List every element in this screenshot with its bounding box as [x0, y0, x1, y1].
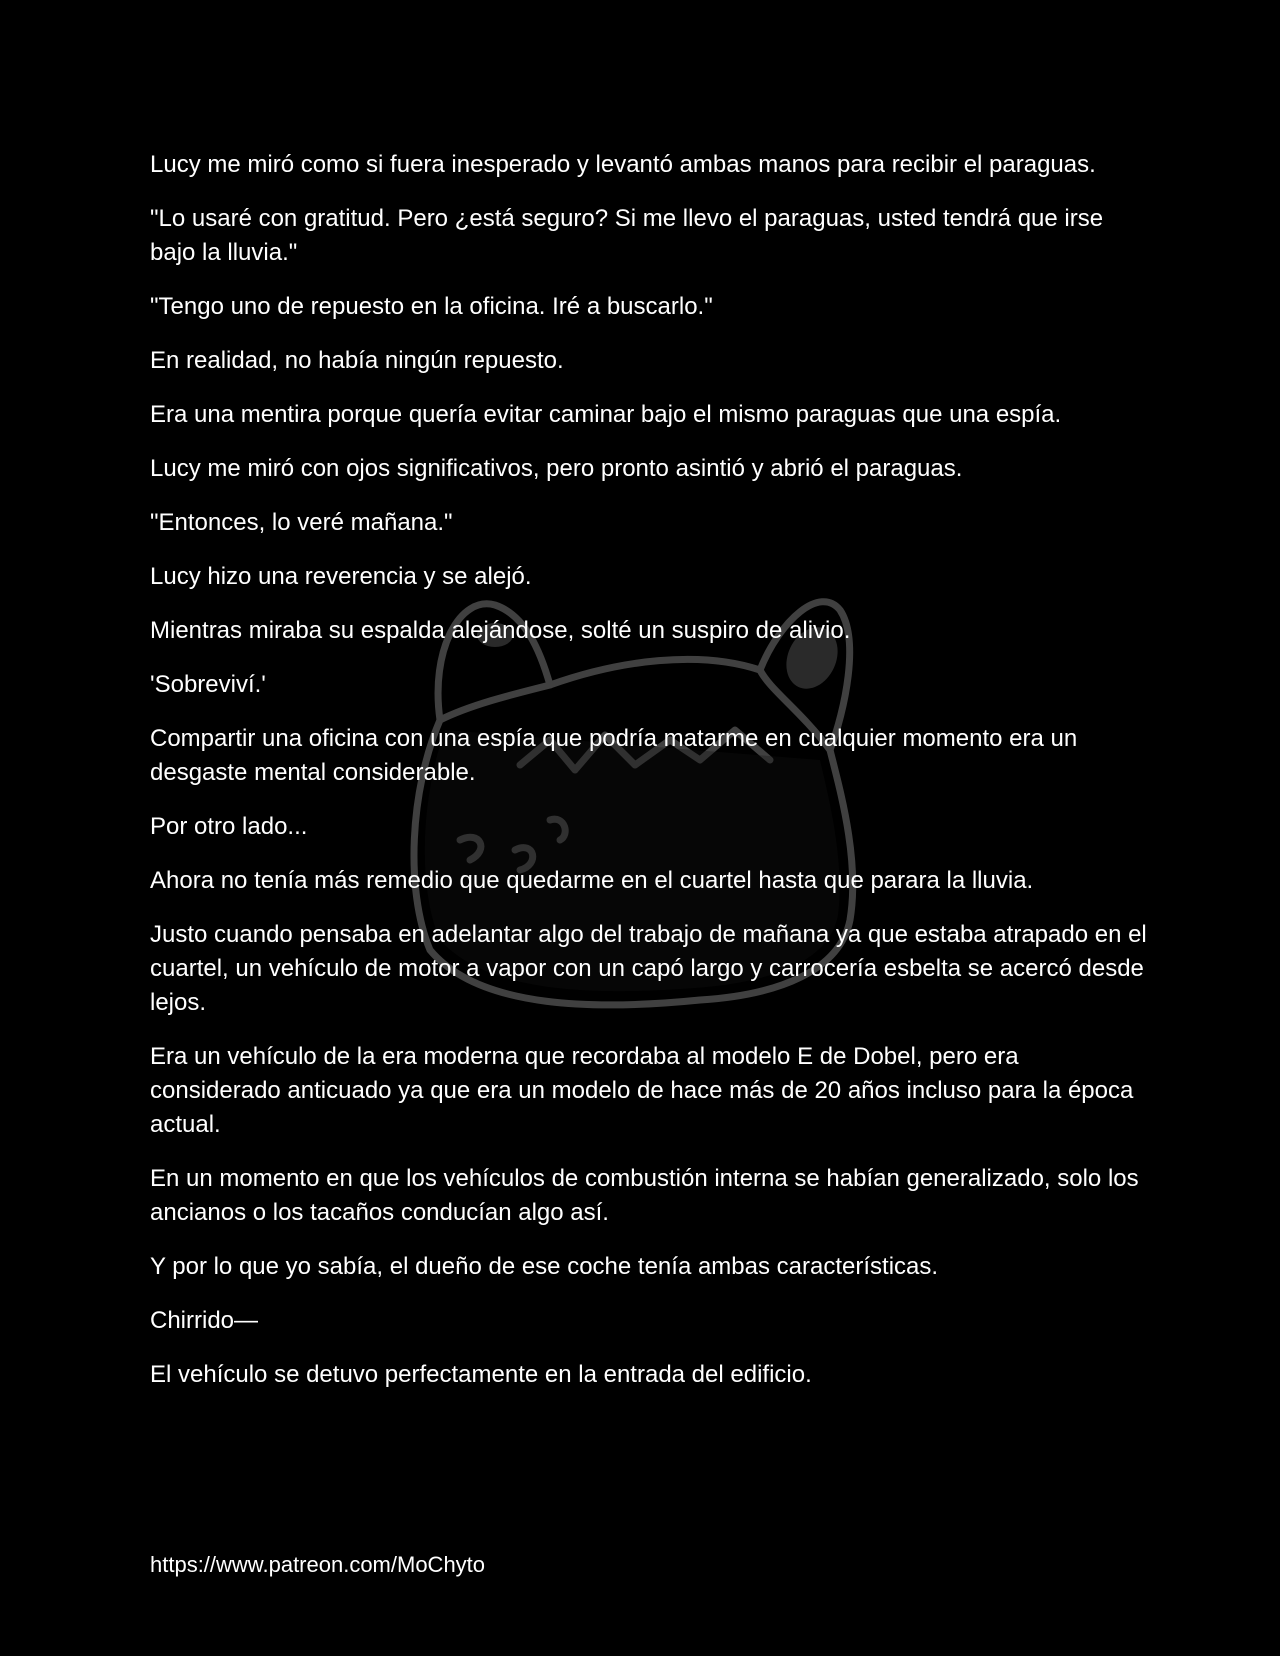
- paragraph: Justo cuando pensaba en adelantar algo del trabajo de mañana ya que estaba atrapado en el cuartel, un vehículo de motor a vapor con un capó largo y carrocería esbelta se acercó desde lejos.: [150, 921, 1147, 1016]
- paragraph: Chirrido—: [150, 1307, 259, 1334]
- paragraph: Era un vehículo de la era moderna que recordaba al modelo E de Dobel, pero era considerado anticuado ya que era un modelo de hace más de 20 años incluso para la época actual.: [150, 1043, 1134, 1138]
- document-body: [150, 148, 1150, 1412]
- paragraph: "Tengo uno de repuesto en la oficina. Iré a buscarlo.": [150, 293, 713, 320]
- paragraph: Por otro lado...: [150, 813, 308, 840]
- paragraph: Compartir una oficina con una espía que podría matarme en cualquier momento era un desgaste mental considerable.: [150, 725, 1078, 786]
- paragraph: Era una mentira porque quería evitar caminar bajo el mismo paraguas que una espía.: [150, 401, 1062, 428]
- paragraph: Lucy hizo una reverencia y se alejó.: [150, 563, 532, 590]
- paragraph: Lucy me miró con ojos significativos, pero pronto asintió y abrió el paraguas.: [150, 455, 963, 482]
- paragraph: Ahora no tenía más remedio que quedarme en el cuartel hasta que parara la lluvia.: [150, 867, 1034, 894]
- paragraph: Lucy me miró como si fuera inesperado y levantó ambas manos para recibir el paraguas.: [150, 151, 1096, 178]
- paragraph: Mientras miraba su espalda alejándose, solté un suspiro de alivio.: [150, 617, 851, 644]
- paragraph: Y por lo que yo sabía, el dueño de ese coche tenía ambas características.: [150, 1253, 939, 1280]
- paragraph: En realidad, no había ningún repuesto.: [150, 347, 564, 374]
- patreon-link[interactable]: https://www.patreon.com/MoChyto: [150, 1552, 486, 1577]
- paragraph: "Entonces, lo veré mañana.": [150, 509, 453, 536]
- paragraph: En un momento en que los vehículos de combustión interna se habían generalizado, solo los ancianos o los tacaños conducían algo así.: [150, 1165, 1139, 1226]
- paragraph: 'Sobreviví.': [150, 671, 266, 698]
- paragraph: "Lo usaré con gratitud. Pero ¿está seguro? Si me llevo el paraguas, usted tendrá que irse bajo la lluvia.": [150, 205, 1104, 266]
- paragraph: El vehículo se detuvo perfectamente en la entrada del edificio.: [150, 1361, 812, 1388]
